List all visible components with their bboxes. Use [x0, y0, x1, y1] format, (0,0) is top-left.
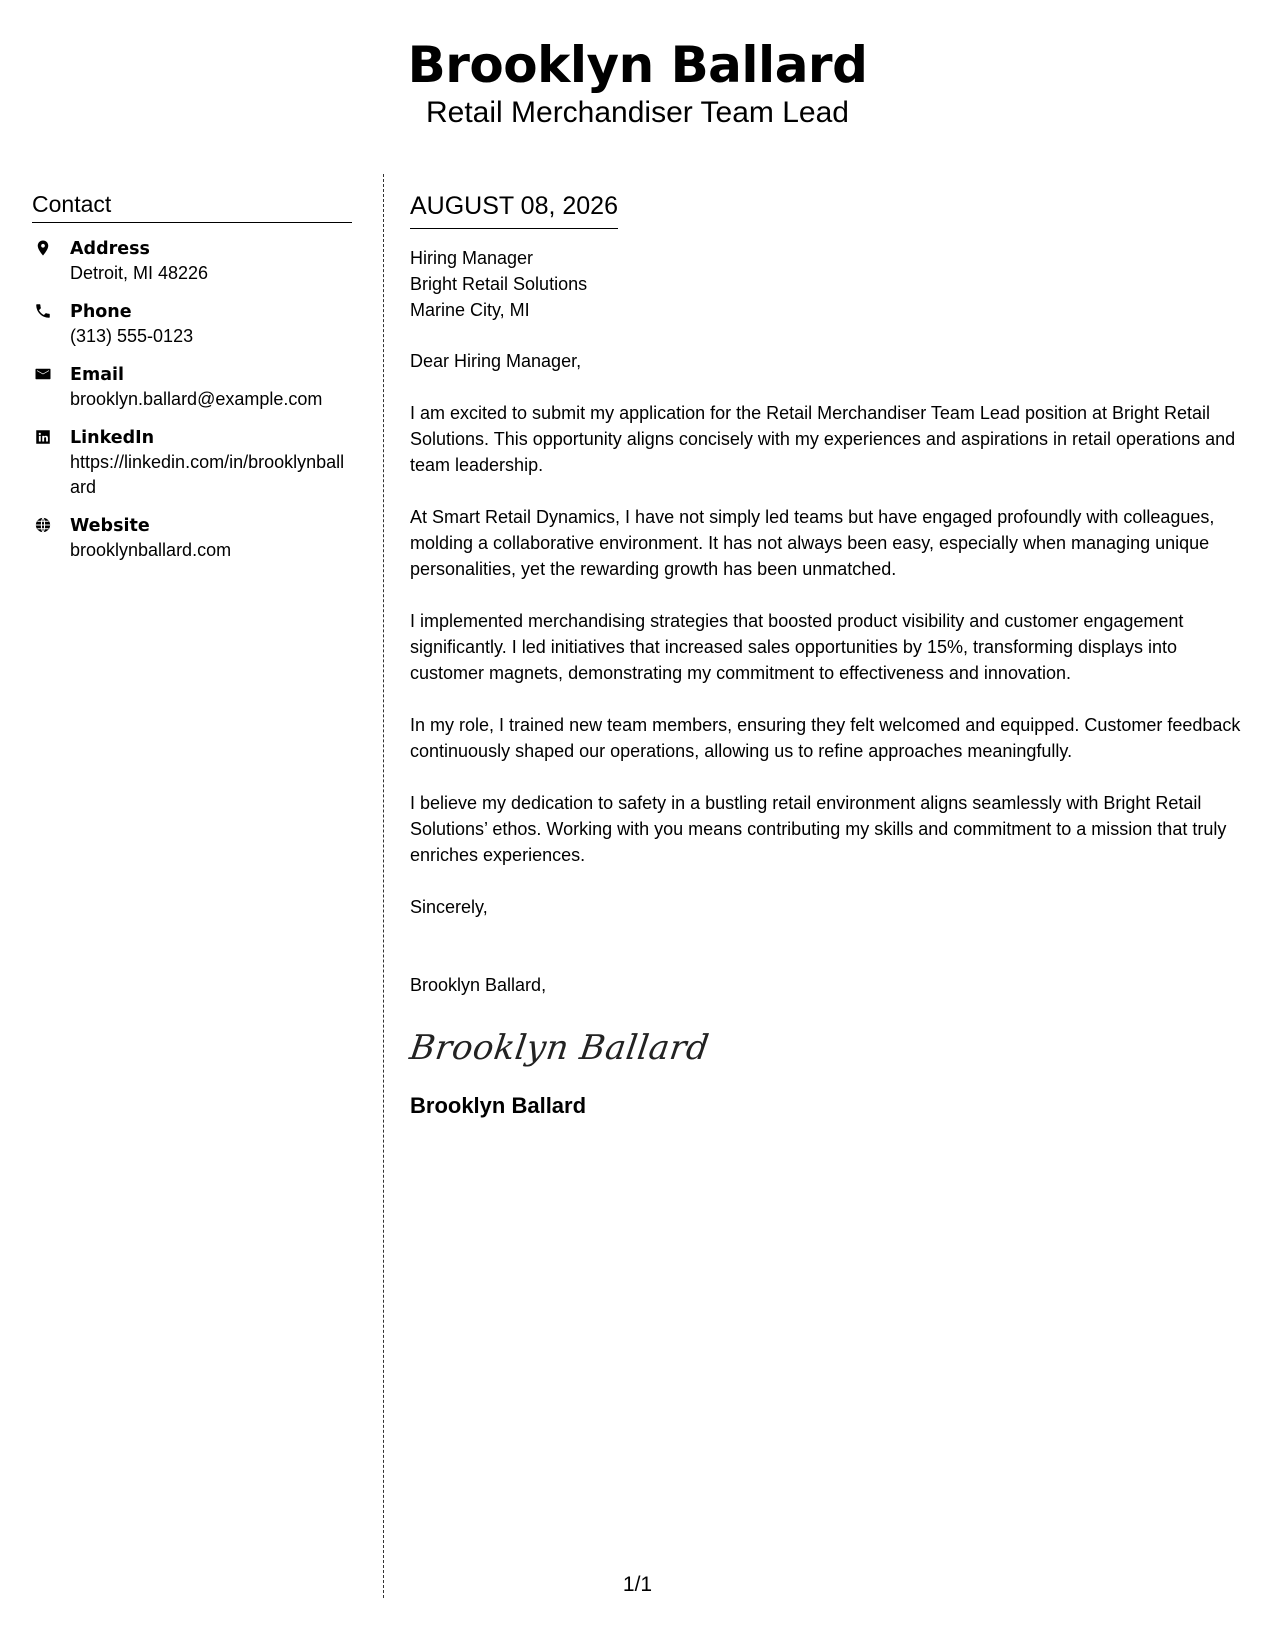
contact-item-linkedin [32, 426, 352, 500]
handwritten-signature: Brooklyn Ballard [407, 1028, 712, 1068]
contact-label: Address [70, 239, 150, 259]
letter-date: AUGUST 08, 2026 [410, 190, 618, 229]
contact-label: Website [70, 516, 150, 536]
recipient-location: Marine City, MI [410, 300, 530, 320]
contact-sidebar [32, 190, 352, 577]
contact-label: Email [70, 365, 124, 385]
contact-item-website [32, 514, 352, 563]
applicant-name: Brooklyn Ballard [407, 36, 868, 94]
signoff-name: Brooklyn Ballard, [410, 975, 547, 995]
body-paragraph: At Smart Retail Dynamics, I have not simply led teams but have engaged profoundly with colleagues, molding a collaborative environment. It has not always been easy, especially when managing unique personalities, yet the rewarding growth has been unmatched. [410, 507, 1215, 579]
closing: Sincerely, [410, 897, 488, 917]
contact-heading: Contact [32, 190, 352, 223]
recipient-line: Hiring Manager [410, 248, 534, 268]
linkedin-link[interactable]: https://linkedin.com/in/brooklynballard [70, 452, 345, 497]
email-link[interactable]: brooklyn.ballard@example.com [70, 389, 323, 409]
applicant-title: Retail Merchandiser Team Lead [425, 96, 849, 129]
contact-item-phone [32, 300, 352, 349]
letter-body [407, 190, 1250, 1120]
letter-header [0, 36, 1275, 132]
recipient-block [410, 245, 1250, 323]
recipient-company: Bright Retail Solutions [410, 274, 588, 294]
column-divider [383, 174, 384, 1598]
body-paragraph: I implemented merchandising strategies that boosted product visibility and customer engagement significantly. I led initiatives that increased sales opportunities by 15%, transforming displays into customer magnets, demonstrating my commitment to effectiveness and innovation. [410, 611, 1184, 683]
body-paragraph: I am excited to submit my application for the Retail Merchandiser Team Lead position at Bright Retail Solutions. This opportunity aligns concisely with my experiences and aspirations in retail operations and team leadership. [410, 403, 1236, 475]
envelope-icon [34, 365, 52, 383]
contact-label: Phone [70, 302, 132, 322]
address-value: Detroit, MI 48226 [70, 263, 209, 283]
globe-icon [34, 516, 52, 534]
contact-item-email [32, 363, 352, 412]
printed-name: Brooklyn Ballard [410, 1093, 587, 1118]
contact-item-address [32, 237, 352, 286]
linkedin-icon [34, 428, 52, 446]
salutation: Dear Hiring Manager, [410, 351, 582, 371]
website-link[interactable]: brooklynballard.com [70, 540, 232, 560]
phone-icon [34, 302, 52, 320]
body-paragraph: I believe my dedication to safety in a bustling retail environment aligns seamlessly with Bright Retail Solutions’ ethos. Working with you means contributing my skills and commitment to a mission that truly enriches experiences. [410, 793, 1227, 865]
page-number: 1/1 [622, 1573, 653, 1596]
contact-label: LinkedIn [70, 428, 155, 448]
body-paragraph: In my role, I trained new team members, ensuring they felt welcomed and equipped. Customer feedback continuously shaped our operations, allowing us to refine approaches meaningfully. [410, 715, 1241, 761]
phone-value: (313) 555-0123 [70, 326, 194, 346]
map-pin-icon [34, 239, 52, 257]
